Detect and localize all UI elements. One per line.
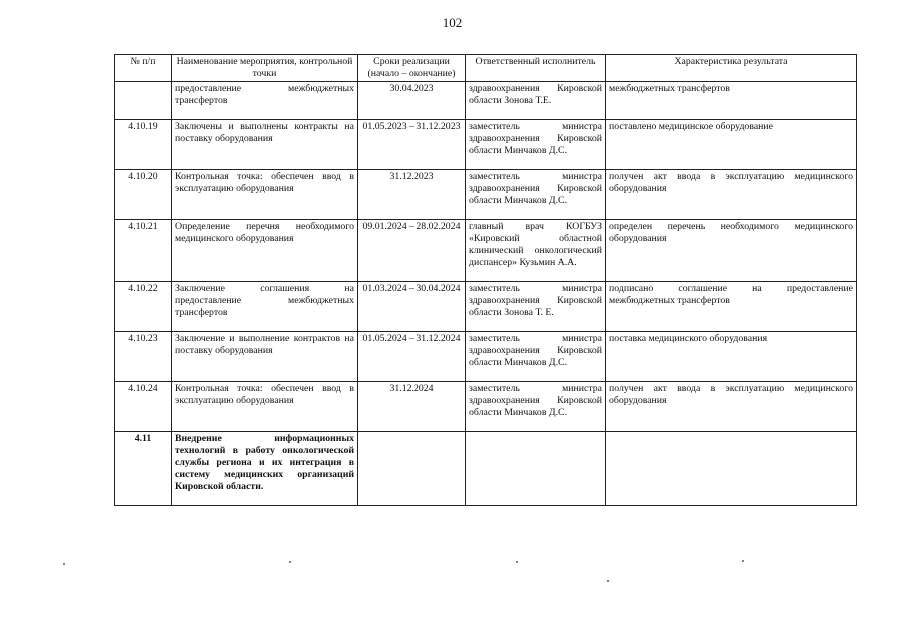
row-responsible [466, 432, 606, 506]
row-activity-name: Определение перечня необходимого медицинского оборудования [172, 220, 358, 282]
row-dates: 09.01.2024 – 28.02.2024 [358, 220, 466, 282]
scan-speck [607, 580, 609, 582]
row-number: 4.10.20 [115, 170, 172, 220]
table-row [115, 282, 857, 332]
header-activity-name: Наименование мероприятия, контрольной точки [172, 55, 358, 82]
row-activity-name: Заключение соглашения на предоставление межбюджетных трансфертов [172, 282, 358, 332]
row-number [115, 82, 172, 120]
row-responsible: заместитель министра здравоохранения Кировской области Минчаков Д.С. [466, 332, 606, 382]
row-responsible: главный врач КОГБУЗ «Кировский областной клинический онкологический диспансер» Кузьмин А.А. [466, 220, 606, 282]
row-result: поставлено медицинское оборудование [606, 120, 857, 170]
row-result [606, 432, 857, 506]
scan-speck [516, 561, 518, 563]
row-result: межбюджетных трансфертов [606, 82, 857, 120]
row-dates: 01.05.2024 – 31.12.2024 [358, 332, 466, 382]
row-result: определен перечень необходимого медицинского оборудования [606, 220, 857, 282]
table-row [115, 432, 857, 506]
row-dates: 30.04.2023 [358, 82, 466, 120]
table-row [115, 220, 857, 282]
row-dates: 01.05.2023 – 31.12.2023 [358, 120, 466, 170]
header-dates: Сроки реализации (начало – окончание) [358, 55, 466, 82]
row-activity-name: Заключение и выполнение контрактов на поставку оборудования [172, 332, 358, 382]
row-result: поставка медицинского оборудования [606, 332, 857, 382]
header-responsible: Ответственный исполнитель [466, 55, 606, 82]
scan-speck [289, 561, 291, 563]
header-number: № п/п [115, 55, 172, 82]
page-number: 102 [442, 15, 463, 30]
table-row [115, 82, 857, 120]
row-activity-name: Контрольная точка: обеспечен ввод в эксплуатацию оборудования [172, 382, 358, 432]
table-row [115, 120, 857, 170]
row-responsible: заместитель министра здравоохранения Кировской области Зонова Т. Е. [466, 282, 606, 332]
row-responsible: заместитель министра здравоохранения Кировской области Минчаков Д.С. [466, 120, 606, 170]
table-row [115, 382, 857, 432]
row-result: получен акт ввода в эксплуатацию медицинского оборудования [606, 382, 857, 432]
row-result: получен акт ввода в эксплуатацию медицинского оборудования [606, 170, 857, 220]
header-result: Характеристика результата [606, 55, 857, 82]
row-responsible: заместитель министра здравоохранения Кировской области Минчаков Д.С. [466, 170, 606, 220]
row-dates [358, 432, 466, 506]
row-responsible: заместитель министра здравоохранения Кировской области Минчаков Д.С. [466, 382, 606, 432]
row-activity-name: Внедрение информационных технологий в работу онкологической службы региона и их интеграция в систему медицинских организаций Кировской области. [172, 432, 358, 506]
row-dates: 31.12.2023 [358, 170, 466, 220]
row-number: 4.10.22 [115, 282, 172, 332]
row-number: 4.10.24 [115, 382, 172, 432]
table-row [115, 332, 857, 382]
row-activity-name: Контрольная точка: обеспечен ввод в эксплуатацию оборудования [172, 170, 358, 220]
table-row [115, 170, 857, 220]
row-result: подписано соглашение на предоставление межбюджетных трансфертов [606, 282, 857, 332]
row-number: 4.10.23 [115, 332, 172, 382]
row-dates: 01.03.2024 – 30.04.2024 [358, 282, 466, 332]
row-number: 4.10.21 [115, 220, 172, 282]
row-responsible: здравоохранения Кировской области Зонова Т.Е. [466, 82, 606, 120]
table-header-row [115, 55, 857, 82]
scan-speck [63, 563, 65, 565]
row-dates: 31.12.2024 [358, 382, 466, 432]
activity-plan-table [114, 54, 857, 506]
row-activity-name: Заключены и выполнены контракты на поставку оборудования [172, 120, 358, 170]
row-number: 4.10.19 [115, 120, 172, 170]
row-number: 4.11 [115, 432, 172, 506]
row-activity-name: предоставление межбюджетных трансфертов [172, 82, 358, 120]
scan-speck [742, 560, 744, 562]
